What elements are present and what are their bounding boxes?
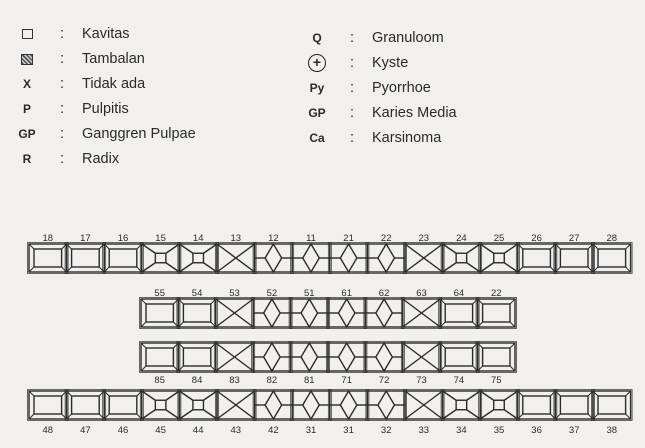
tooth-number: 84 xyxy=(191,375,203,386)
tooth-22[interactable] xyxy=(476,298,516,329)
tooth-number: 52 xyxy=(266,288,278,299)
tooth-84[interactable] xyxy=(177,342,217,373)
tooth-number: 21 xyxy=(343,233,354,244)
tooth-number: 38 xyxy=(606,425,618,436)
tooth-number: 72 xyxy=(378,375,390,386)
tooth-number: 82 xyxy=(266,375,278,386)
tooth-number: 31 xyxy=(343,425,354,436)
legend-colon: : xyxy=(349,80,355,96)
tooth-43[interactable] xyxy=(216,390,257,421)
tooth-row-upper_deciduous xyxy=(140,288,517,329)
tooth-63[interactable] xyxy=(401,298,441,329)
tooth-31[interactable] xyxy=(291,390,332,421)
tooth-26[interactable] xyxy=(516,243,557,274)
tooth-35[interactable] xyxy=(479,390,520,421)
tooth-number: 31 xyxy=(305,425,317,436)
tooth-48[interactable] xyxy=(28,390,69,421)
tooth-number: 44 xyxy=(192,425,204,436)
tooth-74[interactable] xyxy=(439,342,479,373)
tooth-number: 64 xyxy=(453,288,465,299)
legend-label: Pulpitis xyxy=(82,101,129,117)
legend-label: Kyste xyxy=(372,55,409,71)
tooth-33[interactable] xyxy=(404,390,445,421)
legend-symbol: P xyxy=(22,102,31,116)
tooth-51[interactable] xyxy=(289,298,329,329)
tooth-number: 18 xyxy=(42,233,54,244)
tooth-number: 63 xyxy=(416,288,427,299)
legend-colon: : xyxy=(59,151,65,167)
tooth-number: 22 xyxy=(380,233,392,244)
tooth-46[interactable] xyxy=(103,390,144,421)
legend-colon: : xyxy=(59,51,65,67)
tooth-64[interactable] xyxy=(439,298,479,329)
tooth-85[interactable] xyxy=(140,342,180,373)
tooth-45[interactable] xyxy=(140,390,181,421)
tooth-number: 47 xyxy=(80,425,91,436)
tooth-32[interactable] xyxy=(366,390,407,421)
tooth-28[interactable] xyxy=(592,243,633,274)
legend-colon: : xyxy=(59,101,65,117)
legend-symbol: GP xyxy=(308,106,326,120)
legend-label: Tambalan xyxy=(82,51,145,67)
legend-colon: : xyxy=(349,130,355,146)
legend-symbol: Py xyxy=(309,81,325,95)
tooth-number: 23 xyxy=(418,233,430,244)
tooth-number: 27 xyxy=(568,233,580,244)
tooth-number: 17 xyxy=(80,233,91,244)
tooth-number: 25 xyxy=(493,233,505,244)
tooth-number: 48 xyxy=(42,425,54,436)
tooth-number: 13 xyxy=(230,233,242,244)
legend-colon: : xyxy=(59,76,65,92)
tooth-14[interactable] xyxy=(178,243,219,274)
tooth-61[interactable] xyxy=(327,298,367,329)
tooth-number: 35 xyxy=(493,425,505,436)
tooth-31[interactable] xyxy=(328,390,369,421)
tooth-37[interactable] xyxy=(554,390,595,421)
tooth-number: 26 xyxy=(531,233,542,244)
tooth-row-lower_deciduous xyxy=(140,342,517,387)
tooth-number: 12 xyxy=(268,233,279,244)
legend-colon: : xyxy=(59,126,65,142)
tooth-number: 24 xyxy=(456,233,467,244)
legend-label: Granuloom xyxy=(372,30,444,46)
tooth-number: 75 xyxy=(491,375,502,386)
tooth-number: 34 xyxy=(456,425,467,436)
tooth-38[interactable] xyxy=(592,390,633,421)
tooth-number: 81 xyxy=(304,375,315,386)
tooth-52[interactable] xyxy=(252,298,292,329)
legend-label: Karies Media xyxy=(372,105,457,121)
tooth-row-lower_permanent xyxy=(28,390,633,437)
tooth-54[interactable] xyxy=(177,298,217,329)
tooth-44[interactable] xyxy=(178,390,219,421)
tooth-81[interactable] xyxy=(289,342,329,373)
tooth-number: 85 xyxy=(154,375,165,386)
legend-label: Kavitas xyxy=(82,26,130,42)
tooth-number: 15 xyxy=(155,233,166,244)
tooth-83[interactable] xyxy=(214,342,254,373)
tooth-number: 73 xyxy=(416,375,427,386)
legend-symbol: R xyxy=(22,152,32,166)
legend-colon: : xyxy=(59,26,65,42)
tooth-13[interactable] xyxy=(216,243,257,274)
plus-circle-icon: + xyxy=(302,54,332,72)
tooth-71[interactable] xyxy=(327,342,367,373)
tooth-82[interactable] xyxy=(252,342,292,373)
legend-colon: : xyxy=(349,105,355,121)
legend-label: Tidak ada xyxy=(82,76,146,92)
tooth-number: 54 xyxy=(191,288,203,299)
tooth-23[interactable] xyxy=(404,243,445,274)
tooth-number: 11 xyxy=(306,233,316,244)
tooth-27[interactable] xyxy=(554,243,595,274)
legend-symbol: X xyxy=(22,77,31,91)
tooth-number: 45 xyxy=(155,425,166,436)
tooth-number: 28 xyxy=(606,233,618,244)
legend-label: Ganggren Pulpae xyxy=(82,126,196,142)
tooth-number: 22 xyxy=(491,288,502,299)
tooth-number: 33 xyxy=(418,425,430,436)
tooth-16[interactable] xyxy=(103,243,144,274)
legend-label: Radix xyxy=(82,151,120,167)
tooth-number: 14 xyxy=(192,233,204,244)
tooth-number: 62 xyxy=(378,288,390,299)
tooth-number: 55 xyxy=(154,288,165,299)
legend-symbol: Q xyxy=(312,31,322,45)
tooth-42[interactable] xyxy=(253,390,294,421)
tooth-55[interactable] xyxy=(140,298,180,329)
tooth-22[interactable] xyxy=(366,243,407,274)
tooth-number: 32 xyxy=(380,425,392,436)
tooth-row-upper_permanent xyxy=(28,233,633,274)
legend-symbol: GP xyxy=(18,127,36,141)
legend-label: Pyorrhoe xyxy=(372,80,431,96)
tooth-36[interactable] xyxy=(516,390,557,421)
tooth-number: 46 xyxy=(117,425,129,436)
tooth-11[interactable] xyxy=(291,243,332,274)
tooth-62[interactable] xyxy=(364,298,404,329)
tooth-21[interactable] xyxy=(328,243,369,274)
tooth-47[interactable] xyxy=(65,390,106,421)
tooth-number: 42 xyxy=(268,425,279,436)
tooth-72[interactable] xyxy=(364,342,404,373)
tooth-15[interactable] xyxy=(140,243,181,274)
tooth-number: 43 xyxy=(230,425,242,436)
tooth-24[interactable] xyxy=(441,243,482,274)
tooth-34[interactable] xyxy=(441,390,482,421)
legend-colon: : xyxy=(349,30,355,46)
legend-symbol: Ca xyxy=(309,131,325,145)
tooth-53[interactable] xyxy=(214,298,254,329)
tooth-12[interactable] xyxy=(253,243,294,274)
legend-colon: : xyxy=(349,55,355,71)
tooth-number: 16 xyxy=(117,233,129,244)
tooth-number: 51 xyxy=(304,288,315,299)
tooth-75[interactable] xyxy=(476,342,516,373)
tooth-number: 71 xyxy=(341,375,352,386)
tooth-73[interactable] xyxy=(401,342,441,373)
tooth-number: 37 xyxy=(568,425,580,436)
tooth-number: 36 xyxy=(531,425,542,436)
legend-label: Karsinoma xyxy=(372,130,442,146)
tooth-number: 83 xyxy=(229,375,240,386)
tooth-number: 74 xyxy=(453,375,465,386)
tooth-number: 61 xyxy=(341,288,352,299)
tooth-18[interactable] xyxy=(28,243,69,274)
tooth-17[interactable] xyxy=(65,243,106,274)
tooth-25[interactable] xyxy=(479,243,520,274)
tooth-number: 53 xyxy=(229,288,240,299)
